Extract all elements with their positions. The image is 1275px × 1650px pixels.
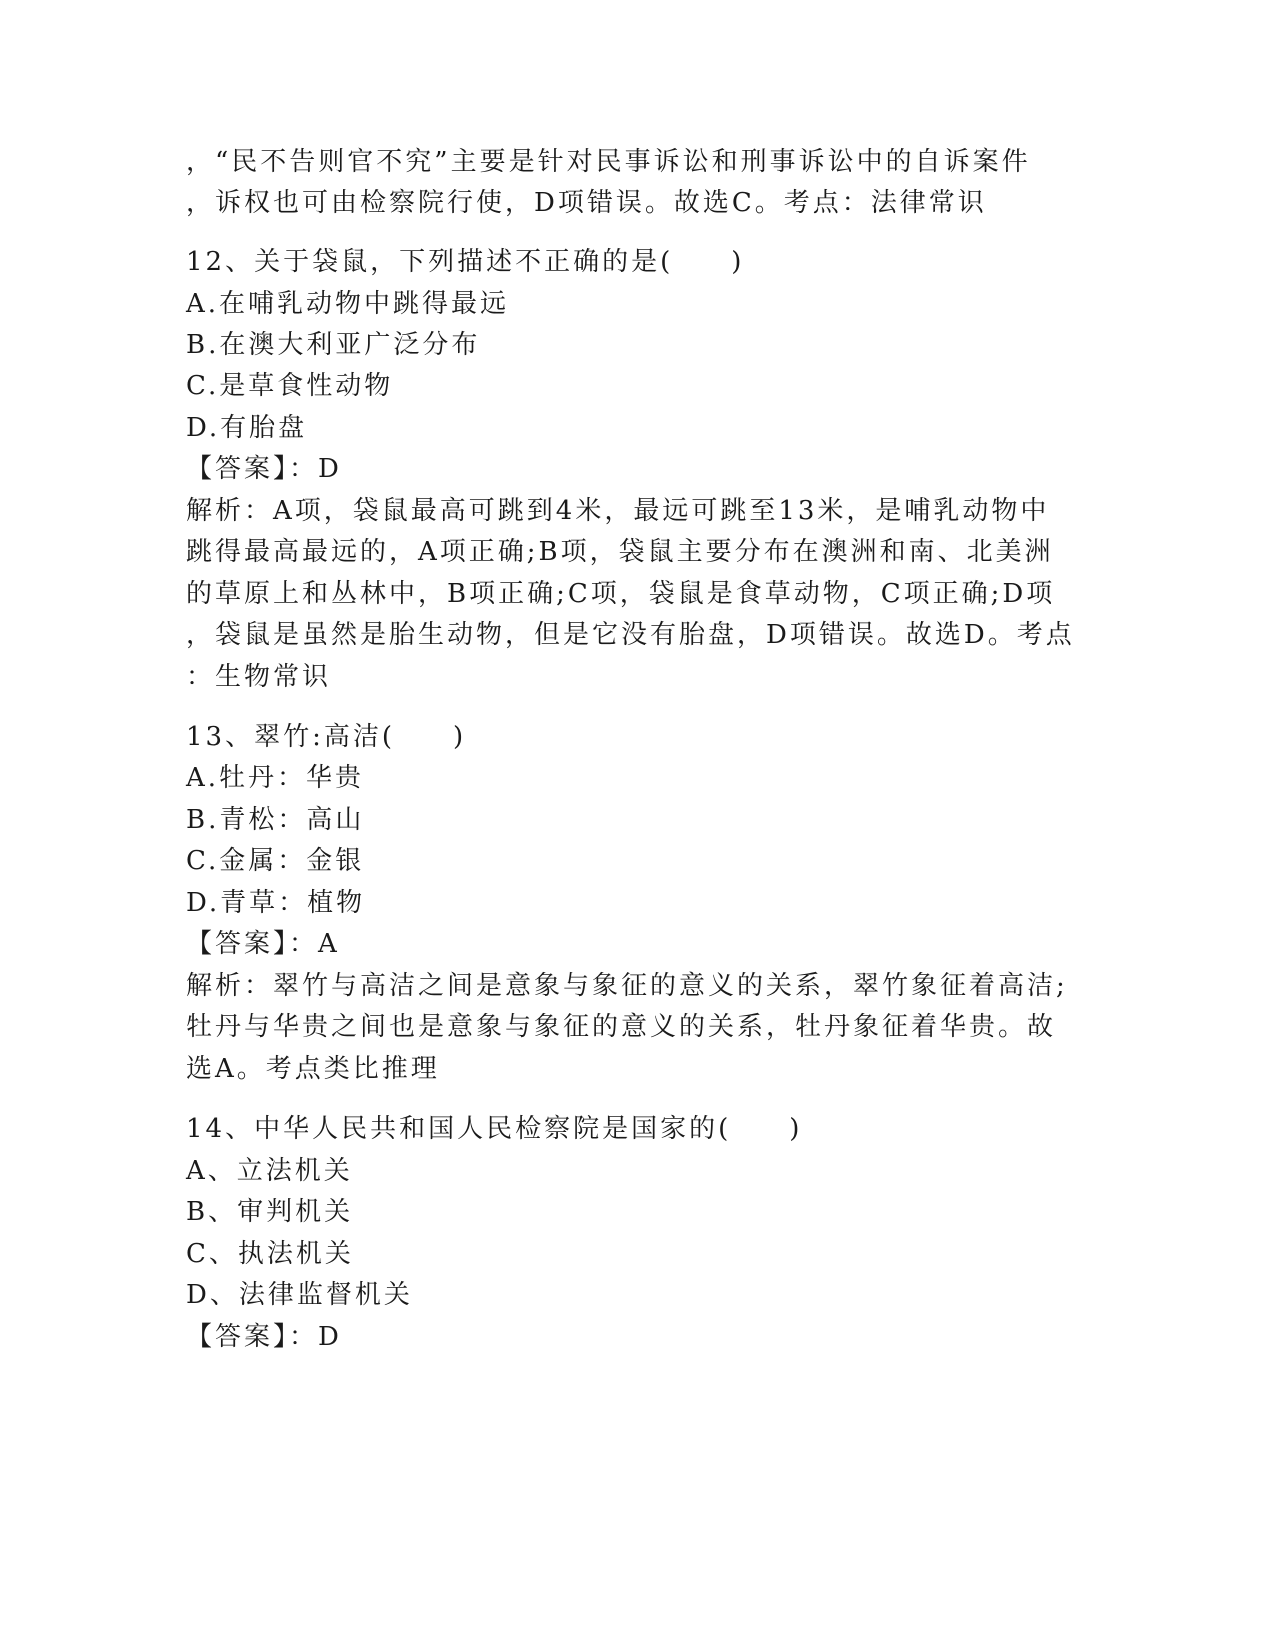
q13-explanation-line-2: 牡丹与华贵之间也是意象与象征的意义的关系，牡丹象征着华贵。故 — [186, 1012, 1057, 1042]
q12-explanation-line-3: 的草原上和丛林中，B项正确;C项，袋鼠是食草动物，C项正确;D项 — [186, 579, 1056, 609]
q12-option-c: C.是草食性动物 — [186, 371, 394, 401]
q12-explanation-line-1: 解析：A项，袋鼠最高可跳到4米，最远可跳至13米，是哺乳动物中 — [186, 496, 1050, 526]
q13-option-d: D.青草：植物 — [186, 888, 366, 918]
q14-question: 14、中华人民共和国人民检察院是国家的( ) — [186, 1114, 803, 1144]
q12-option-d: D.有胎盘 — [186, 413, 308, 443]
q13-option-a: A.牡丹：华贵 — [186, 763, 365, 793]
q12-explanation-line-5: ：生物常识 — [186, 662, 332, 692]
q12-option-b: B.在澳大利亚广泛分布 — [186, 330, 481, 360]
q11-explanation-line-4: ，诉权也可由检察院行使，D项错误。故选C。考点：法律常识 — [186, 188, 987, 218]
q12-explanation-line-4: ，袋鼠是虽然是胎生动物，但是它没有胎盘，D项错误。故选D。考点 — [186, 620, 1075, 650]
q13-option-b: B.青松：高山 — [186, 805, 365, 835]
q14-option-c: C、执法机关 — [186, 1239, 354, 1269]
q12-explanation-line-2: 跳得最高最远的，A项正确;B项，袋鼠主要分布在澳洲和南、北美洲 — [186, 537, 1054, 567]
q13-option-c: C.金属：金银 — [186, 846, 365, 876]
q11-explanation-line-3: ，“民不告则官不究”主要是针对民事诉讼和刑事诉讼中的自诉案件 — [186, 147, 1031, 177]
q13-explanation-line-1: 解析：翠竹与高洁之间是意象与象征的意义的关系，翠竹象征着高洁; — [186, 971, 1068, 1001]
q14-option-b: B、审判机关 — [186, 1197, 354, 1227]
q13-explanation-line-3: 选A。考点类比推理 — [186, 1054, 440, 1084]
q13-question: 13、翠竹:高洁( ) — [186, 722, 467, 752]
q14-option-d: D、法律监督机关 — [186, 1280, 413, 1310]
q12-option-a: A.在哺乳动物中跳得最远 — [186, 289, 510, 319]
q13-answer: 【答案】：A — [186, 929, 340, 959]
q14-option-a: A、立法机关 — [186, 1156, 353, 1186]
q12-answer: 【答案】：D — [186, 454, 342, 484]
q14-answer: 【答案】：D — [186, 1322, 342, 1352]
q12-question: 12、关于袋鼠，下列描述不正确的是( ) — [186, 247, 745, 277]
